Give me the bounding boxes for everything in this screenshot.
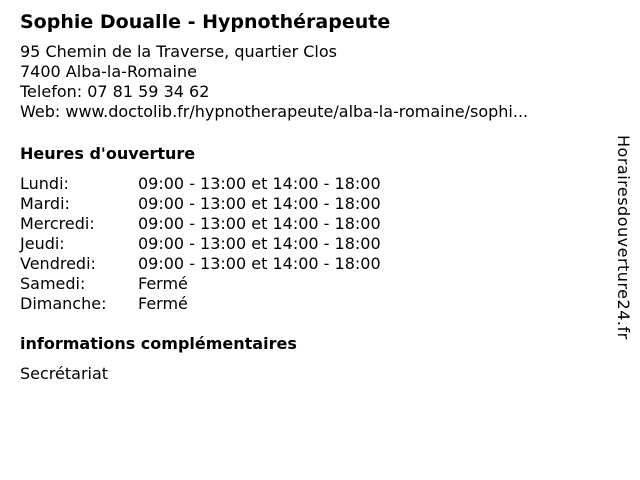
hours-row-sunday <box>20 294 381 314</box>
day-hours: Fermé <box>138 294 188 313</box>
day-label: Samedi: <box>20 274 86 293</box>
day-hours: 09:00 - 13:00 et 14:00 - 18:00 <box>138 234 381 253</box>
opening-hours-table <box>20 174 381 314</box>
hours-row-thursday <box>20 234 381 254</box>
day-label: Dimanche: <box>20 294 107 313</box>
opening-hours-heading: Heures d'ouverture <box>20 144 196 163</box>
day-label: Vendredi: <box>20 254 96 273</box>
hours-row-tuesday <box>20 194 381 214</box>
day-label: Mercredi: <box>20 214 95 233</box>
hours-row-friday <box>20 254 381 274</box>
day-hours: 09:00 - 13:00 et 14:00 - 18:00 <box>138 174 381 193</box>
hours-row-saturday <box>20 274 381 294</box>
phone-line: Telefon: 07 81 59 34 62 <box>20 82 210 101</box>
hours-row-wednesday <box>20 214 381 234</box>
business-card <box>20 10 605 384</box>
day-hours: 09:00 - 13:00 et 14:00 - 18:00 <box>138 214 381 233</box>
business-title: Sophie Doualle - Hypnothérapeute <box>20 11 391 33</box>
day-hours: 09:00 - 13:00 et 14:00 - 18:00 <box>138 254 381 273</box>
hours-row-monday <box>20 174 381 194</box>
day-hours: 09:00 - 13:00 et 14:00 - 18:00 <box>138 194 381 213</box>
website-line[interactable]: Web: www.doctolib.fr/hypnotherapeute/alba-la-romaine/sophi... <box>20 102 529 121</box>
address-line-1: 95 Chemin de la Traverse, quartier Clos <box>20 42 337 61</box>
additional-info-text: Secrétariat <box>20 364 109 383</box>
day-label: Mardi: <box>20 194 70 213</box>
additional-info-heading: informations complémentaires <box>20 334 297 353</box>
day-hours: Fermé <box>138 274 188 293</box>
site-watermark: Horairesdouverture24.fr <box>614 135 633 340</box>
day-label: Lundi: <box>20 174 69 193</box>
address-line-2: 7400 Alba-la-Romaine <box>20 62 197 81</box>
day-label: Jeudi: <box>20 234 65 253</box>
